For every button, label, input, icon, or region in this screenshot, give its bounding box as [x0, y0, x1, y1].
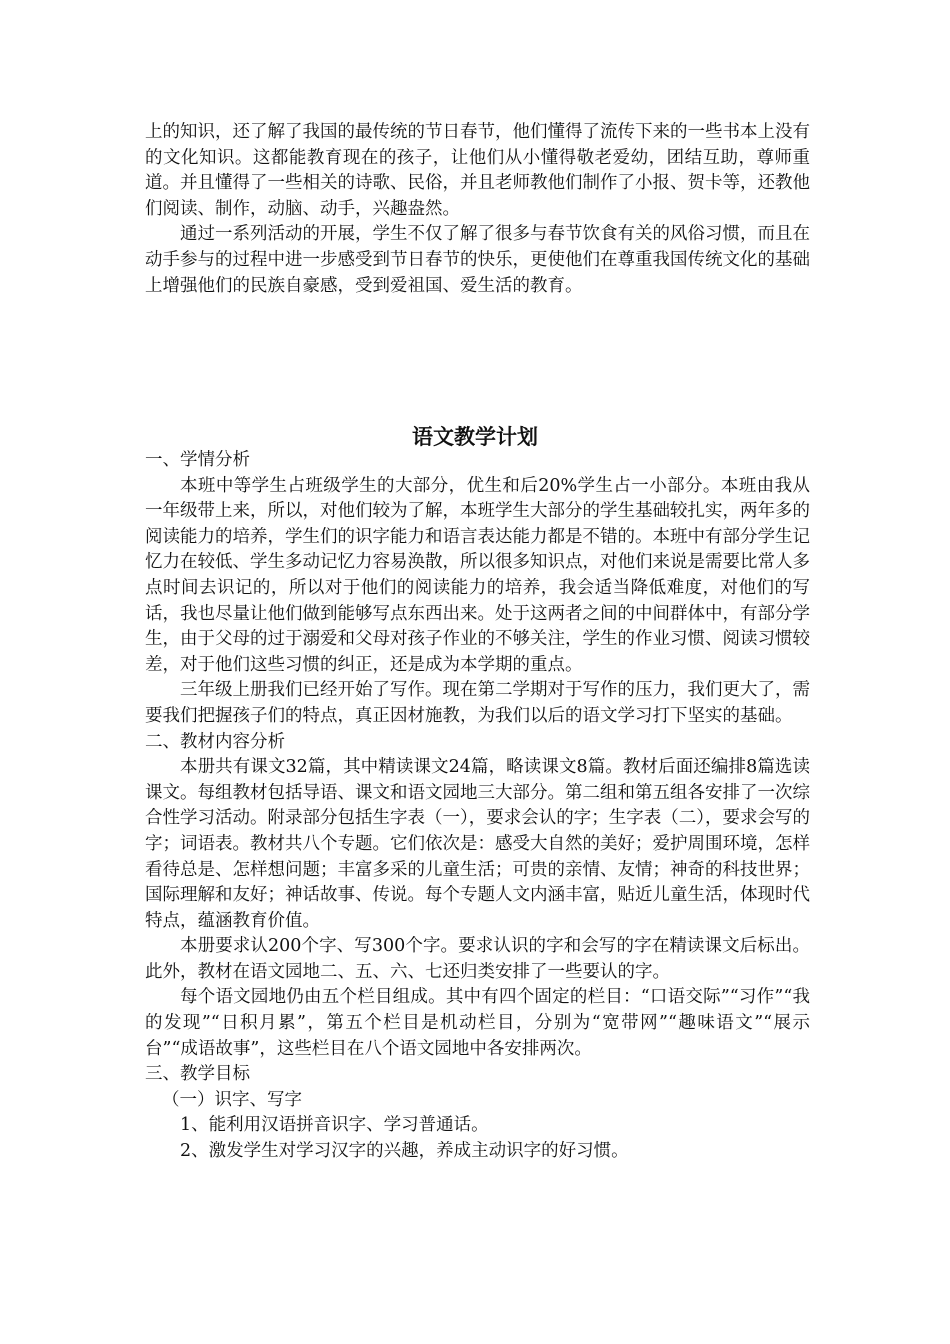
- section-2-paragraph-2: 本册要求认200个字、写300个字。要求认识的字和会写的字在精读课文后标出。此外，教材在语文园地二、五、六、七还归类安排了一些要认的字。: [145, 936, 810, 982]
- section-2-paragraph-1: 本册共有课文32篇，其中精读课文24篇，略读课文8篇。教材后面还编排8篇选读课文。每组教材包括导语、课文和语文园地三大部分。第二组和第五组各安排了一次综合性学习活动。附录部分包括生字表（一），要求会认的字；生字表（二），要求会写的字；词语表。教材共八个专题。它们依次是：感受大自然的美好；爱护周围环境，怎样看待总是、怎样想问题；丰富多采的儿童生活；可贵的亲情、友情；神奇的科技世界；国际理解和友好；神话故事、传说。每个专题人文内涵丰富，贴近儿童生活，体现时代特点，蕴涵教育价值。: [145, 757, 810, 931]
- page-title: 语文教学计划: [412, 425, 538, 449]
- plan-section: [145, 448, 810, 1165]
- section-heading-2: 二、教材内容分析: [145, 731, 285, 752]
- section-3-item-2: 2、激发学生对学习汉字的兴趣，养成主动识字的好习惯。: [180, 1141, 629, 1162]
- intro-section: [145, 120, 810, 299]
- section-heading-3: 三、教学目标: [145, 1064, 250, 1085]
- section-1-paragraph-1: 本班中等学生占班级学生的大部分，优生和后20%学生占一小部分。本班由我从一年级带上来，所以，对他们较为了解，本班学生大部分的学生基础较扎实，两年多的阅读能力的培养，学生们的识字能力和语言表达能力都是不错的。本班中有部分学生记忆力在较低、学生多动记忆力容易涣散，所以很多知识点，对他们来说是需要比常人多点时间去识记的，所以对于他们的阅读能力的培养，我会适当降低难度，对他们的写话，我也尽量让他们做到能够写点东西出来。处于这两者之间的中间群体中，有部分学生，由于父母的过于溺爱和父母对孩子作业的不够关注，学生的作业习惯、阅读习惯较差，对于他们这些习惯的纠正，还是成为本学期的重点。: [145, 475, 810, 675]
- section-1-paragraph-2: 三年级上册我们已经开始了写作。现在第二学期对于写作的压力，我们更大了，需要我们把握孩子们的特点，真正因材施教，为我们以后的语文学习打下坚实的基础。: [145, 680, 810, 726]
- intro-paragraph-1: 上的知识，还了解了我国的最传统的节日春节，他们懂得了流传下来的一些书本上没有的文化知识。这都能教育现在的孩子，让他们从小懂得敬老爱幼，团结互助，尊师重道。并且懂得了一些相关的诗歌、民俗，并且老师教他们制作了小报、贺卡等，还教他们阅读、制作，动脑、动手，兴趣盎然。: [145, 122, 810, 219]
- intro-paragraph-2: 通过一系列活动的开展，学生不仅了解了很多与春节饮食有关的风俗习惯，而且在动手参与的过程中进一步感受到节日春节的快乐，更使他们在尊重我国传统文化的基础上增强他们的民族自豪感，受到爱祖国、爱生活的教育。: [145, 224, 810, 296]
- section-3-subheading-1: （一）识字、写字: [162, 1089, 302, 1110]
- section-2-paragraph-3: 每个语文园地仍由五个栏目组成。其中有四个固定的栏目：“口语交际”“习作”“我的发现”“日积月累”，第五个栏目是机动栏目，分别为“宽带网”“趣味语文”“展示台”“成语故事”，这些栏目在八个语文园地中各安排两次。: [145, 987, 810, 1059]
- section-heading-1: 一、学情分析: [145, 450, 250, 470]
- section-3-item-1: 1、能利用汉语拼音识字、学习普通话。: [180, 1115, 489, 1136]
